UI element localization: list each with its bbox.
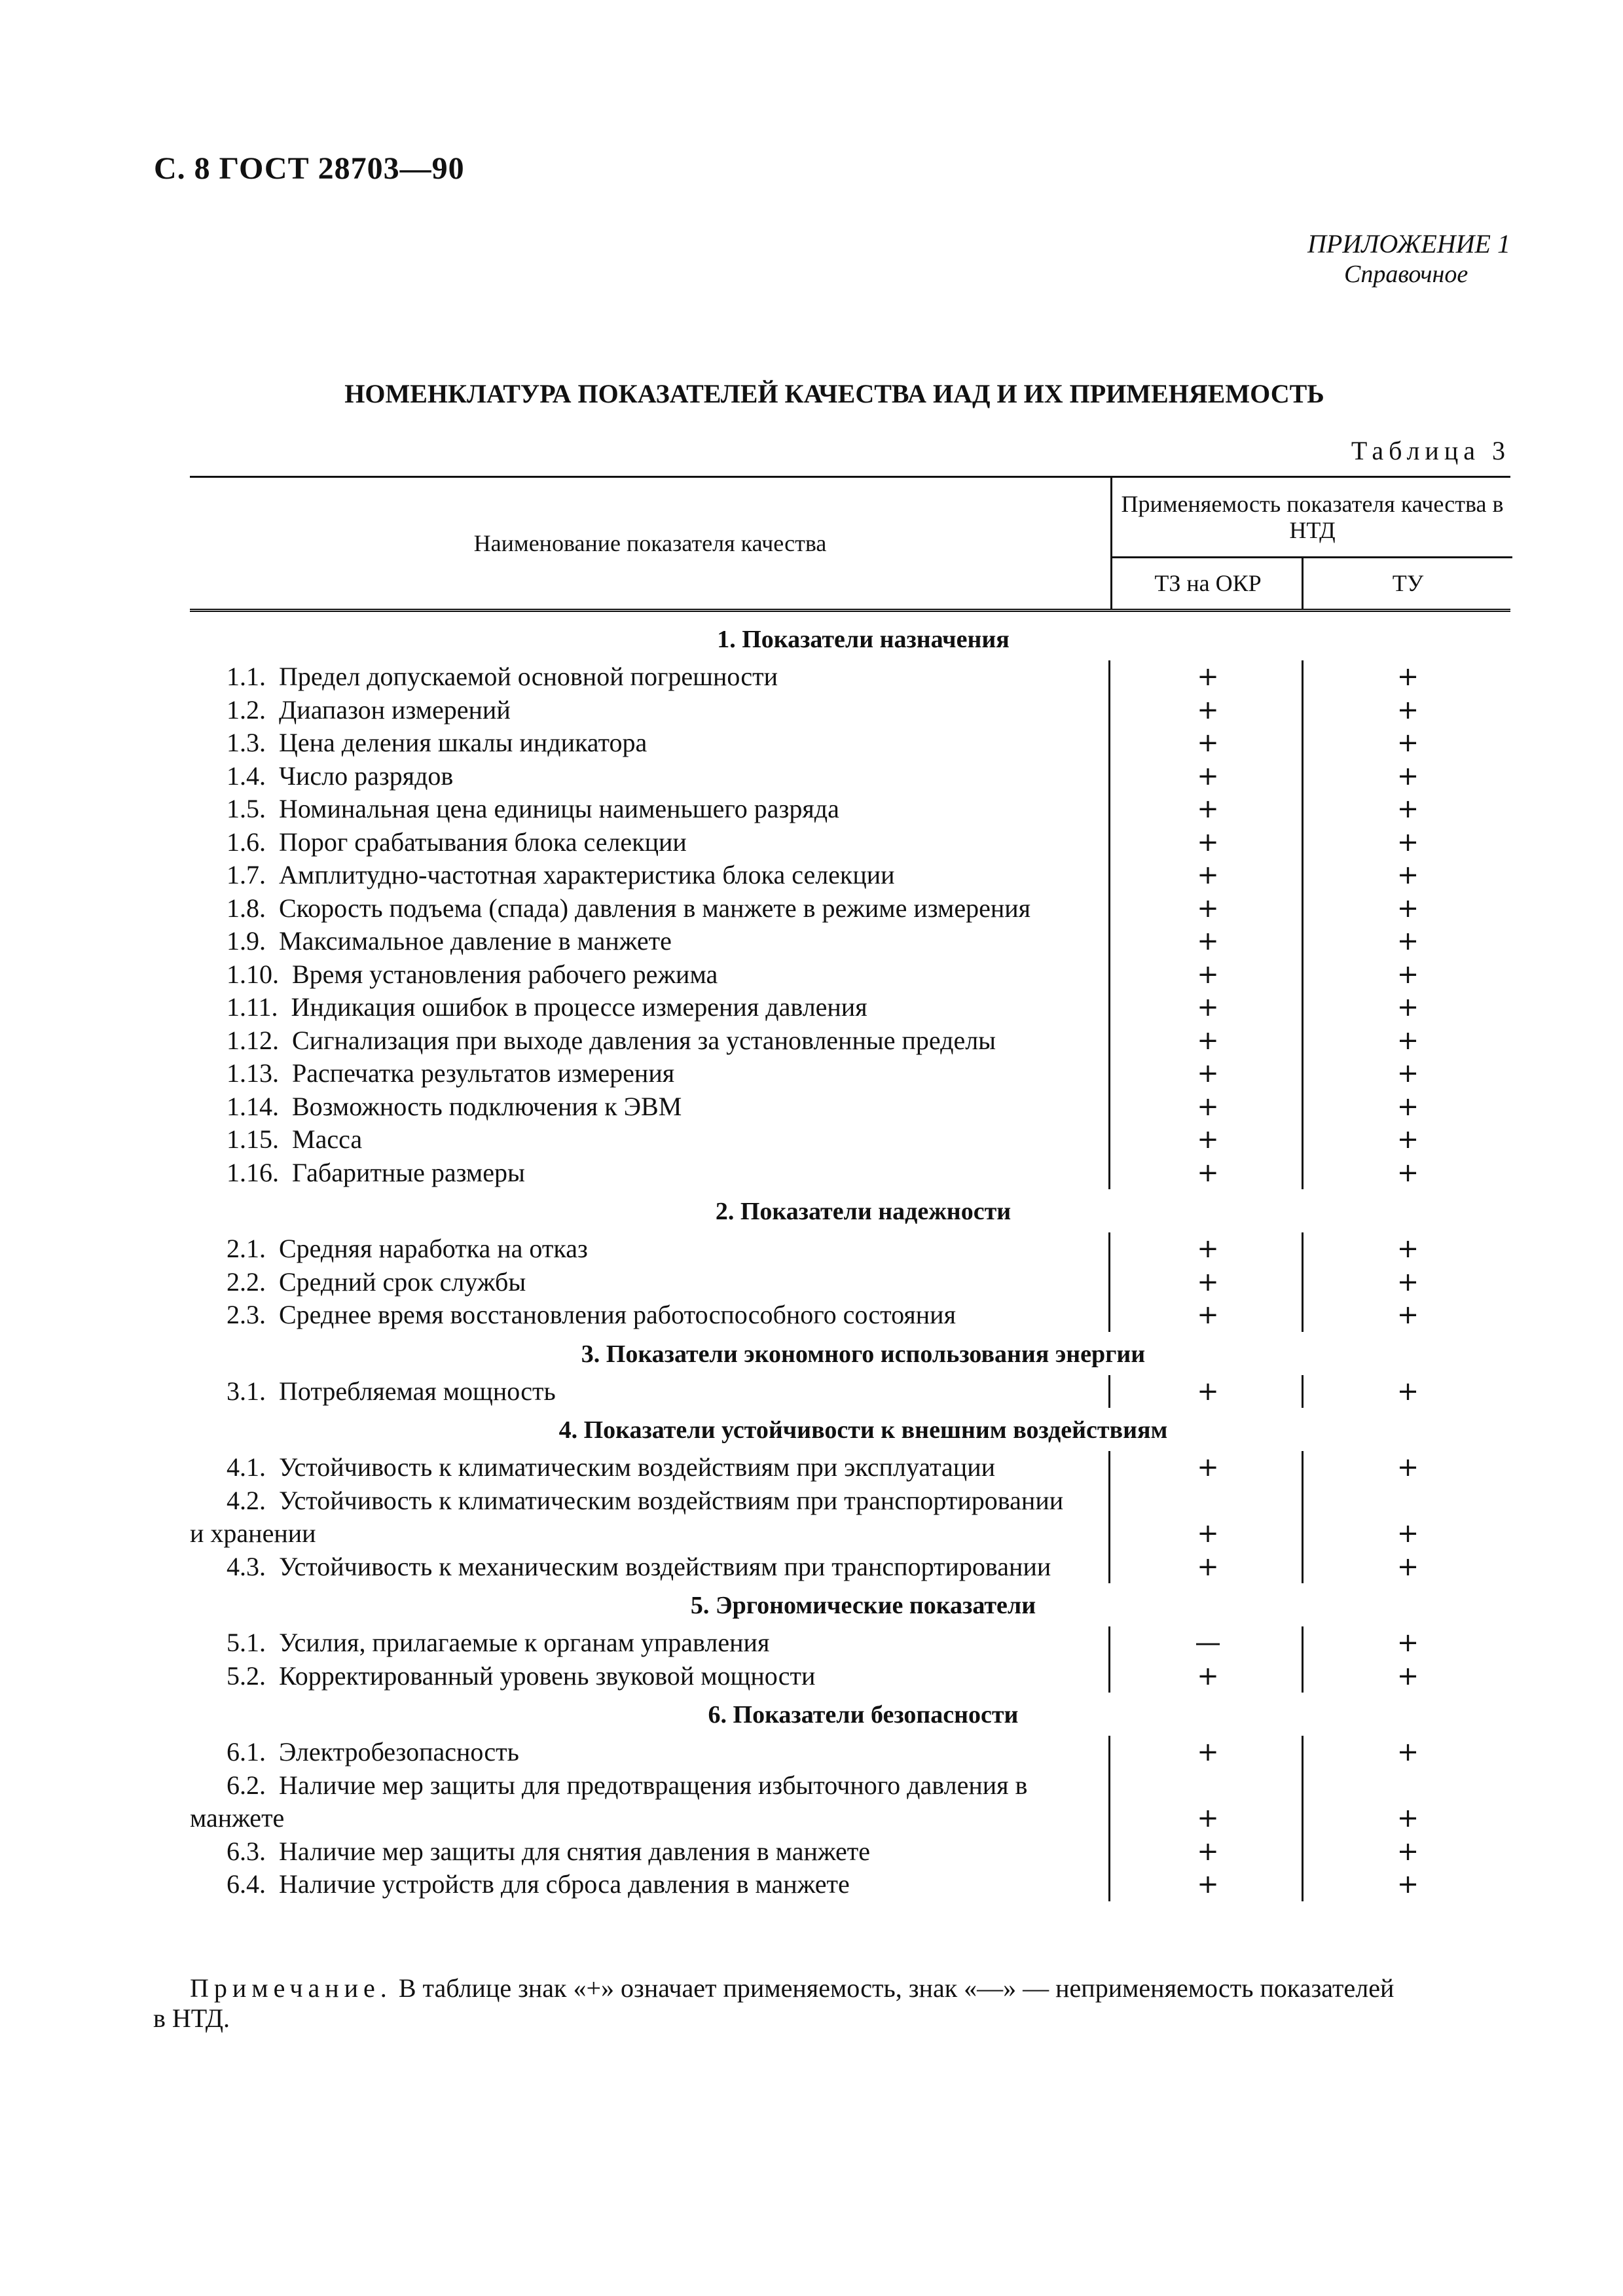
indicator-number: 1.13. xyxy=(227,1058,279,1088)
indicator-text: Устойчивость к климатическим воздействиям при эксплуатации xyxy=(279,1452,996,1482)
document-title: НОМЕНКЛАТУРА ПОКАЗАТЕЛЕЙ КАЧЕСТВА ИАД И ИХ ПРИМЕНЯЕМОСТЬ xyxy=(344,379,1324,408)
table-row xyxy=(190,1232,1510,1266)
section-title: 2. Показатели надежности xyxy=(715,1198,1012,1225)
indicator-name xyxy=(190,1868,1110,1901)
cell-tu: + xyxy=(1396,1518,1419,1549)
cell-tz-okr: + xyxy=(1197,1660,1219,1691)
cell-tu: + xyxy=(1396,1628,1419,1658)
indicator-text: Усилия, прилагаемые к органам управления xyxy=(279,1628,770,1657)
indicator-text: Наличие мер защиты для снятия давления в манжете xyxy=(279,1836,870,1866)
indicator-number: 1.9. xyxy=(227,926,266,956)
table-row xyxy=(190,1551,1510,1584)
indicator-text-continuation: и хранении xyxy=(190,1518,316,1548)
table-row xyxy=(190,859,1510,892)
indicator-number: 2.3. xyxy=(227,1300,266,1329)
section-rows xyxy=(190,1451,1510,1583)
indicator-text-continuation: манжете xyxy=(190,1803,285,1833)
indicator-text: Номинальная цена единицы наименьшего разряда xyxy=(279,794,839,823)
indicator-number: 1.1. xyxy=(227,662,266,691)
indicator-text: Сигнализация при выходе давления за установленные пределы xyxy=(292,1025,996,1055)
indicator-number: 1.3. xyxy=(227,728,266,757)
indicator-text: Максимальное давление в манжете xyxy=(279,926,672,956)
table-row xyxy=(190,1057,1510,1090)
table-row xyxy=(190,1157,1510,1190)
cell-tu: + xyxy=(1396,1869,1419,1899)
cell-tz-okr: + xyxy=(1197,992,1219,1022)
cell-tz-okr: + xyxy=(1197,1091,1219,1122)
cell-tz-okr: + xyxy=(1197,860,1219,890)
cell-tu: + xyxy=(1396,794,1419,824)
indicator-name xyxy=(190,859,1110,892)
indicator-text: Электробезопасность xyxy=(279,1737,519,1767)
cell-tu: + xyxy=(1396,1157,1419,1188)
indicator-name xyxy=(190,1266,1110,1299)
indicator-text: Средний срок службы xyxy=(279,1266,526,1297)
cell-tu: + xyxy=(1396,694,1419,725)
indicator-number: 6.3. xyxy=(227,1836,266,1866)
table-header xyxy=(190,476,1510,612)
header-applicability: Применяемость показателя качества в НТД xyxy=(1110,478,1512,558)
indicator-name xyxy=(190,1626,1110,1660)
indicator-number: 1.8. xyxy=(227,893,266,923)
cell-tu: + xyxy=(1396,1803,1419,1833)
indicator-number: 1.11. xyxy=(227,992,278,1022)
cell-tz-okr: + xyxy=(1197,1803,1219,1833)
indicator-name xyxy=(190,1375,1110,1408)
appendix-block xyxy=(1307,229,1510,289)
table-row xyxy=(190,1299,1510,1332)
section-title: 3. Показатели экономного использования энергии xyxy=(581,1340,1146,1368)
cell-tu: + xyxy=(1396,860,1419,890)
indicator-text: Устойчивость к механическим воздействиям при транспортировании xyxy=(279,1551,1051,1581)
indicator-text: Возможность подключения к ЭВМ xyxy=(292,1091,682,1121)
cell-tu: + xyxy=(1396,1737,1419,1767)
cell-tz-okr: + xyxy=(1197,1124,1219,1155)
cell-tz-okr: + xyxy=(1197,1300,1219,1330)
table-row xyxy=(190,694,1510,727)
indicator-number: 1.4. xyxy=(227,761,266,791)
indicator-number: 3.1. xyxy=(227,1376,266,1406)
table-row xyxy=(190,1868,1510,1901)
indicator-text: Распечатка результатов измерения xyxy=(292,1058,675,1088)
table-body xyxy=(190,619,1510,1901)
table-row xyxy=(190,1835,1510,1869)
note-text: В таблице знак «+» означает применяемость, знак «—» — неприменяемость показателей xyxy=(398,1973,1395,2003)
cell-tu: + xyxy=(1396,1452,1419,1482)
indicator-name xyxy=(190,1157,1110,1190)
indicator-text: Средняя наработка на отказ xyxy=(279,1234,588,1263)
table-row xyxy=(190,925,1510,958)
header-tz-okr: ТЗ на ОКР xyxy=(1110,558,1304,609)
cell-tz-okr: + xyxy=(1197,959,1219,990)
cell-tz-okr: + xyxy=(1197,694,1219,725)
cell-tz-okr: + xyxy=(1197,893,1219,924)
section-rows xyxy=(190,660,1510,1189)
cell-tz-okr: + xyxy=(1197,827,1219,857)
indicator-number: 4.1. xyxy=(227,1452,266,1482)
table-row xyxy=(190,1123,1510,1157)
indicator-text: Диапазон измерений xyxy=(279,694,511,725)
indicator-name xyxy=(190,694,1110,727)
cell-tu: + xyxy=(1396,1836,1419,1867)
indicator-name xyxy=(190,1451,1110,1484)
note-label: Примечание. xyxy=(190,1973,392,2003)
indicator-number: 1.15. xyxy=(227,1124,279,1154)
cell-tu: + xyxy=(1396,1234,1419,1264)
cell-tu: + xyxy=(1396,761,1419,791)
indicator-number: 5.2. xyxy=(227,1660,266,1691)
indicator-name xyxy=(190,1232,1110,1266)
table-label: Таблица 3 xyxy=(1351,436,1510,465)
indicator-text: Порог срабатывания блока селекции xyxy=(279,827,687,857)
cell-tu: + xyxy=(1396,1058,1419,1088)
indicator-text: Время установления рабочего режима xyxy=(292,959,718,989)
indicator-name xyxy=(190,1024,1110,1058)
indicator-text: Цена деления шкалы индикатора xyxy=(279,728,647,757)
cell-tz-okr: + xyxy=(1197,1869,1219,1899)
indicator-text: Предел допускаемой основной погрешности xyxy=(279,662,778,691)
cell-tu: + xyxy=(1396,1124,1419,1155)
table-row xyxy=(190,1769,1510,1835)
indicator-text: Масса xyxy=(292,1124,363,1154)
indicator-name xyxy=(190,726,1110,760)
indicator-text: Корректированный уровень звуковой мощности xyxy=(279,1660,816,1691)
cell-tz-okr: + xyxy=(1197,1836,1219,1867)
cell-tu: + xyxy=(1396,827,1419,857)
indicator-text: Устойчивость к климатическим воздействиям при транспортировании xyxy=(279,1485,1064,1515)
indicator-name xyxy=(190,660,1110,694)
indicator-name xyxy=(190,793,1110,826)
indicator-name xyxy=(190,760,1110,793)
cell-tu: + xyxy=(1396,1300,1419,1330)
indicator-name xyxy=(190,1484,1110,1551)
cell-tz-okr: + xyxy=(1197,1376,1219,1407)
indicator-number: 6.4. xyxy=(227,1869,266,1899)
indicator-name xyxy=(190,892,1110,925)
indicator-name xyxy=(190,1123,1110,1157)
indicator-text: Амплитудно-частотная характеристика блока селекции xyxy=(279,860,895,889)
cell-tz-okr: + xyxy=(1197,926,1219,956)
table-row xyxy=(190,1484,1510,1551)
cell-tz-okr: + xyxy=(1197,1266,1219,1297)
section-title: 1. Показатели назначения xyxy=(717,626,1010,653)
cell-tu: + xyxy=(1396,992,1419,1022)
table-row xyxy=(190,1375,1510,1408)
section-title: 4. Показатели устойчивости к внешним воздействиям xyxy=(558,1416,1168,1444)
table-row xyxy=(190,660,1510,694)
indicator-number: 1.2. xyxy=(227,694,266,725)
cell-tz-okr: + xyxy=(1197,662,1219,692)
cell-tu: + xyxy=(1396,959,1419,990)
table-row xyxy=(190,1626,1510,1660)
cell-tu: + xyxy=(1396,1266,1419,1297)
indicator-name xyxy=(190,1551,1110,1584)
table-row xyxy=(190,1451,1510,1484)
indicator-number: 1.12. xyxy=(227,1025,279,1055)
indicator-text: Индикация ошибок в процессе измерения давления xyxy=(291,992,867,1022)
cell-tz-okr: + xyxy=(1197,1025,1219,1056)
table-row xyxy=(190,1266,1510,1299)
table-row xyxy=(190,726,1510,760)
indicator-name xyxy=(190,1299,1110,1332)
cell-tz-okr: + xyxy=(1197,1058,1219,1088)
section-rows xyxy=(190,1232,1510,1332)
section-rows xyxy=(190,1736,1510,1901)
table-note xyxy=(153,1973,1510,2034)
indicator-name xyxy=(190,925,1110,958)
cell-tz-okr: + xyxy=(1197,1157,1219,1188)
header-tu: ТУ xyxy=(1302,558,1512,609)
indicator-name xyxy=(190,1660,1110,1693)
cell-tu: + xyxy=(1396,926,1419,956)
table-row xyxy=(190,793,1510,826)
indicator-text: Габаритные размеры xyxy=(292,1157,525,1187)
cell-tz-okr: + xyxy=(1197,1737,1219,1767)
page-header: С. 8 ГОСТ 28703—90 xyxy=(154,151,465,186)
indicator-text: Среднее время восстановления работоспособного состояния xyxy=(279,1300,956,1329)
cell-tu: + xyxy=(1396,1376,1419,1407)
indicator-text: Число разрядов xyxy=(279,761,454,791)
table-row xyxy=(190,826,1510,859)
cell-tu: + xyxy=(1396,1551,1419,1582)
header-indicator-name: Наименование показателя качества xyxy=(473,530,827,556)
indicator-text: Скорость подъема (спада) давления в манжете в режиме измерения xyxy=(279,893,1031,923)
table-row xyxy=(190,1090,1510,1124)
indicator-number: 1.5. xyxy=(227,794,266,823)
indicator-name xyxy=(190,958,1110,992)
cell-tz-okr: + xyxy=(1197,728,1219,758)
indicator-name xyxy=(190,1057,1110,1090)
table-row xyxy=(190,1660,1510,1693)
cell-tu: + xyxy=(1396,728,1419,758)
appendix-title: ПРИЛОЖЕНИЕ 1 xyxy=(1307,229,1510,259)
table-row xyxy=(190,1024,1510,1058)
indicator-number: 2.2. xyxy=(227,1266,266,1297)
indicator-text: Потребляемая мощность xyxy=(279,1376,556,1406)
section-rows xyxy=(190,1626,1510,1693)
table-row xyxy=(190,1736,1510,1769)
indicator-name xyxy=(190,991,1110,1024)
section-title: 6. Показатели безопасности xyxy=(708,1701,1019,1729)
table-row xyxy=(190,760,1510,793)
indicator-name xyxy=(190,1835,1110,1869)
indicator-number: 1.6. xyxy=(227,827,266,857)
cell-tu: + xyxy=(1396,893,1419,924)
cell-tu: + xyxy=(1396,1660,1419,1691)
cell-tz-okr: + xyxy=(1197,1551,1219,1582)
cell-tz-okr: — xyxy=(1195,1628,1221,1658)
indicator-name xyxy=(190,1736,1110,1769)
section-title: 5. Эргономические показатели xyxy=(690,1592,1036,1619)
indicator-text: Наличие устройств для сброса давления в манжете xyxy=(279,1869,850,1899)
cell-tz-okr: + xyxy=(1197,1518,1219,1549)
indicator-number: 6.2. xyxy=(227,1770,266,1800)
cell-tu: + xyxy=(1396,1025,1419,1056)
indicator-number: 1.14. xyxy=(227,1091,279,1121)
indicator-number: 6.1. xyxy=(227,1737,266,1767)
indicator-number: 4.3. xyxy=(227,1551,266,1581)
table-row xyxy=(190,892,1510,925)
cell-tz-okr: + xyxy=(1197,794,1219,824)
cell-tz-okr: + xyxy=(1197,761,1219,791)
cell-tu: + xyxy=(1396,1091,1419,1122)
indicator-text: Наличие мер защиты для предотвращения избыточного давления в xyxy=(279,1770,1028,1800)
table-row xyxy=(190,958,1510,992)
cell-tz-okr: + xyxy=(1197,1452,1219,1482)
indicator-number: 2.1. xyxy=(227,1234,266,1263)
table-row xyxy=(190,991,1510,1024)
indicator-number: 5.1. xyxy=(227,1628,266,1657)
indicator-name xyxy=(190,1769,1110,1835)
cell-tu: + xyxy=(1396,662,1419,692)
indicator-number: 1.10. xyxy=(227,959,279,989)
indicator-name xyxy=(190,826,1110,859)
section-rows xyxy=(190,1375,1510,1408)
indicator-number: 1.7. xyxy=(227,860,266,889)
quality-indicators-table xyxy=(190,476,1510,1903)
note-text-continuation: в НТД. xyxy=(153,2003,230,2033)
indicator-number: 4.2. xyxy=(227,1485,266,1515)
cell-tz-okr: + xyxy=(1197,1234,1219,1264)
appendix-type: Справочное xyxy=(1344,260,1468,288)
indicator-number: 1.16. xyxy=(227,1157,279,1187)
indicator-name xyxy=(190,1090,1110,1124)
